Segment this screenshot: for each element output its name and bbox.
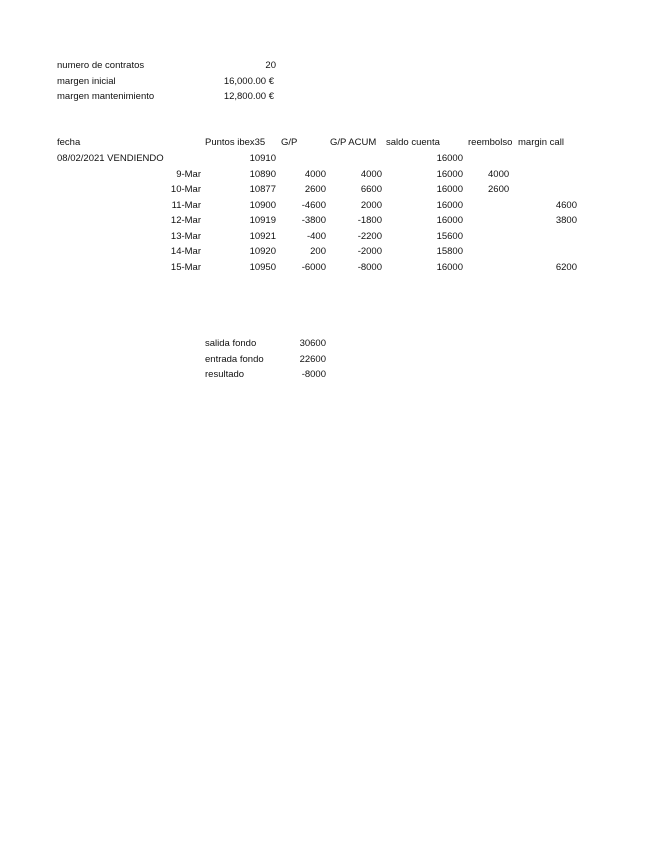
- header-margin-call: margin call: [518, 137, 564, 148]
- cell-gp-acum: -2000: [357, 246, 382, 257]
- cell-fecha: 15-Mar: [170, 261, 201, 273]
- cell-fecha: 11-Mar: [171, 199, 201, 211]
- cell-gp: 200: [310, 246, 326, 257]
- header-gp-acum: G/P ACUM: [330, 137, 377, 148]
- cell-puntos: 10877: [249, 184, 276, 195]
- cell-saldo: 16000: [436, 199, 463, 211]
- initial-margin-label: margen inicial: [57, 76, 116, 87]
- cell-fecha: 08/02/2021 VENDIENDO: [57, 153, 164, 164]
- cell-saldo: 16000: [436, 261, 463, 273]
- cell-gp: [276, 153, 326, 165]
- cell-saldo: 16000: [436, 215, 463, 226]
- cell-puntos: 10919: [249, 215, 276, 226]
- cell-reembolso: 2600: [488, 184, 510, 195]
- salida-value: 30600: [299, 338, 326, 349]
- cell-saldo: 15600: [436, 230, 463, 242]
- cell-saldo: 15800: [436, 246, 463, 257]
- cell-fecha: 9-Mar: [176, 168, 201, 180]
- entrada-label: entrada fondo: [205, 354, 264, 365]
- cell-gp: -3800: [301, 215, 326, 226]
- resultado-value: -8000: [301, 369, 326, 380]
- cell-gp: -6000: [301, 261, 326, 273]
- cell-margin-call: [518, 184, 577, 196]
- contracts-value: 20: [265, 60, 276, 71]
- cell-margin-call: [518, 246, 577, 258]
- cell-gp: -4600: [301, 199, 326, 211]
- initial-margin-value: 16,000.00 €: [223, 76, 274, 87]
- cell-margin-call: [518, 231, 577, 243]
- cell-puntos: 10920: [249, 246, 276, 257]
- cell-fecha: 10-Mar: [170, 184, 201, 195]
- cell-fecha: 13-Mar: [170, 230, 201, 242]
- cell-margin-call: [518, 153, 577, 165]
- cell-reembolso: 4000: [488, 168, 510, 180]
- maintenance-margin-value: 12,800.00 €: [223, 91, 274, 102]
- cell-gp: 2600: [304, 184, 326, 195]
- resultado-label: resultado: [205, 369, 245, 380]
- header-saldo: saldo cuenta: [386, 137, 440, 148]
- header-fecha: fecha: [57, 137, 81, 148]
- cell-gp-acum: -1800: [357, 215, 382, 226]
- cell-gp-acum: 2000: [360, 199, 382, 211]
- salida-label: salida fondo: [205, 338, 257, 349]
- cell-margin-call: 3800: [555, 215, 577, 226]
- cell-gp: -400: [306, 230, 326, 242]
- cell-gp-acum: 4000: [360, 168, 382, 180]
- cell-gp: 4000: [304, 168, 326, 180]
- cell-puntos: 10950: [249, 261, 276, 273]
- cell-puntos: 10890: [249, 168, 276, 180]
- cell-margin-call: 4600: [555, 199, 577, 211]
- cell-gp-acum: -8000: [357, 261, 382, 273]
- cell-puntos: 10900: [249, 199, 276, 211]
- cell-saldo: 16000: [436, 184, 463, 195]
- cell-gp-acum: -2200: [357, 230, 382, 242]
- cell-puntos: 10921: [249, 230, 276, 242]
- cell-gp-acum: 6600: [360, 184, 382, 195]
- entrada-value: 22600: [299, 354, 326, 365]
- cell-fecha: 12-Mar: [170, 215, 201, 226]
- cell-saldo: 16000: [436, 168, 463, 180]
- cell-margin-call: [518, 169, 577, 181]
- header-reembolso: reembolso: [468, 137, 513, 148]
- maintenance-margin-label: margen mantenimiento: [57, 91, 155, 102]
- header-puntos: Puntos ibex35: [205, 137, 266, 148]
- contracts-label: numero de contratos: [57, 60, 145, 71]
- header-gp: G/P: [281, 137, 298, 148]
- cell-gp-acum: [326, 153, 382, 165]
- cell-fecha: 14-Mar: [170, 246, 201, 257]
- cell-puntos: 10910: [249, 153, 276, 164]
- cell-saldo: 16000: [436, 153, 463, 164]
- cell-margin-call: 6200: [555, 261, 577, 273]
